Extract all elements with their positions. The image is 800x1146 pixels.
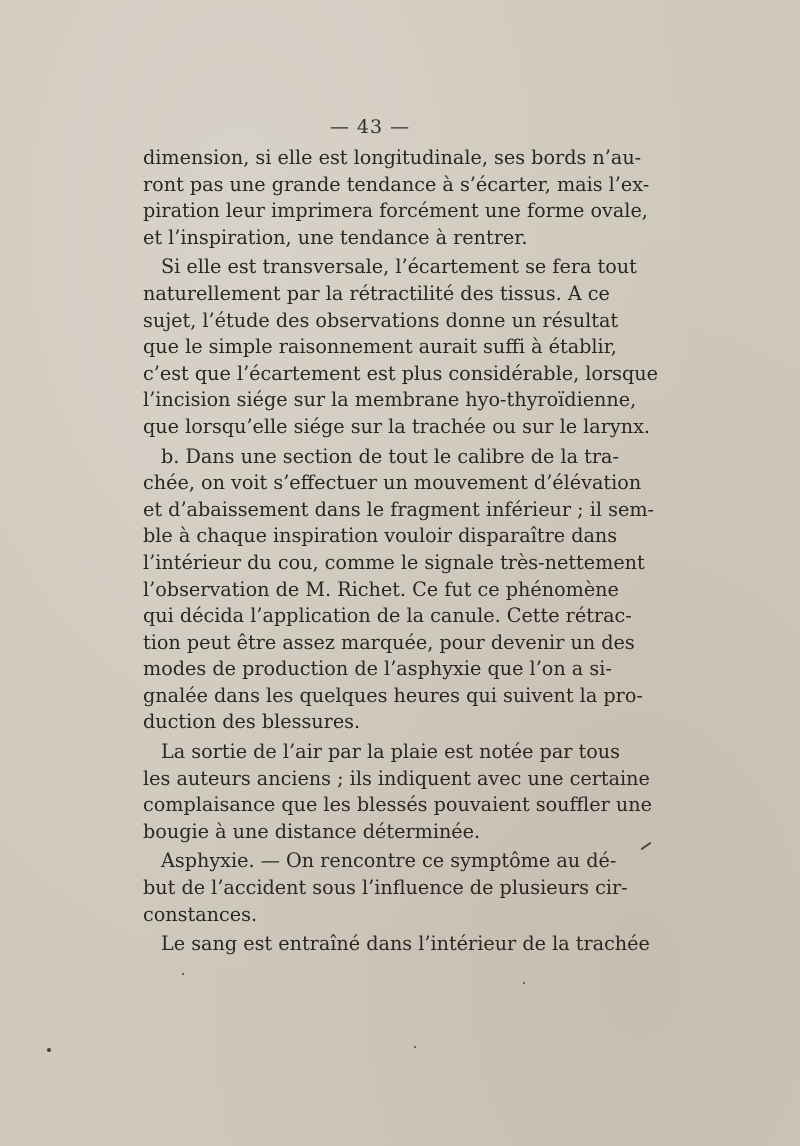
text-line: l’observation de M. Richet. Ce fut ce phénomène <box>143 577 619 601</box>
text-line: c’est que l’écartement est plus considérable, lorsque <box>143 361 658 385</box>
text-line: bougie à une distance déterminée. <box>143 819 481 843</box>
text-line: chée, on voit s’effectuer un mouvement d’élévation <box>143 471 642 495</box>
paper-speck <box>182 973 184 975</box>
text-line: et l’inspiration, une tendance à rentrer. <box>143 225 528 249</box>
text-line: ble à chaque inspiration vouloir disparaître dans <box>143 524 618 548</box>
text-line: qui décida l’application de la canule. Cette rétrac- <box>143 604 632 628</box>
text-line: ront pas une grande tendance à s’écarter, mais l’ex- <box>143 172 650 196</box>
text-line: Le sang est entraîné dans l’intérieur de la trachée <box>161 932 650 956</box>
text-line: tion peut être assez marquée, pour devenir un des <box>143 630 635 654</box>
paper-speck <box>414 1046 416 1048</box>
text-line: La sortie de l’air par la plaie est notée par tous <box>161 740 620 764</box>
text-line: les auteurs anciens ; ils indiquent avec une certaine <box>143 766 650 790</box>
text-line: b. Dans une section de tout le calibre de la tra- <box>161 444 619 468</box>
text-line: l’incision siége sur la membrane hyo-thyroïdienne, <box>143 388 637 412</box>
body-text <box>143 145 658 958</box>
text-line: sujet, l’étude des observations donne un résultat <box>143 308 619 332</box>
text-line: gnalée dans les quelques heures qui suivent la pro- <box>143 683 643 707</box>
text-line: que lorsqu’elle siége sur la trachée ou sur le larynx. <box>143 414 651 438</box>
text-line: que le simple raisonnement aurait suffi à établir, <box>143 335 617 359</box>
text-line: Si elle est transversale, l’écartement se fera tout <box>161 255 637 279</box>
text-line: naturellement par la rétractilité des tissus. A ce <box>143 281 610 305</box>
text-line: but de l’accident sous l’influence de plusieurs cir- <box>143 876 628 900</box>
paper-speck <box>523 982 525 984</box>
paper-speck <box>641 842 652 851</box>
text-line: complaisance que les blessés pouvaient souffler une <box>143 793 652 817</box>
text-line: constances. <box>143 902 258 926</box>
text-line: modes de production de l’asphyxie que l’on a si- <box>143 657 612 681</box>
text-line: piration leur imprimera forcément une forme ovale, <box>143 199 648 223</box>
text-line: et d’abaissement dans le fragment inférieur ; il sem- <box>143 497 654 521</box>
text-line: duction des blessures. <box>143 710 361 734</box>
paper-speck <box>47 1048 51 1052</box>
text-line: l’intérieur du cou, comme le signale très-nettement <box>143 550 645 574</box>
text-line: Asphyxie. — On rencontre ce symptôme au dé- <box>161 849 617 873</box>
page-number: — 43 — <box>329 116 411 138</box>
text-line: dimension, si elle est longitudinale, ses bords n’au- <box>143 146 642 169</box>
